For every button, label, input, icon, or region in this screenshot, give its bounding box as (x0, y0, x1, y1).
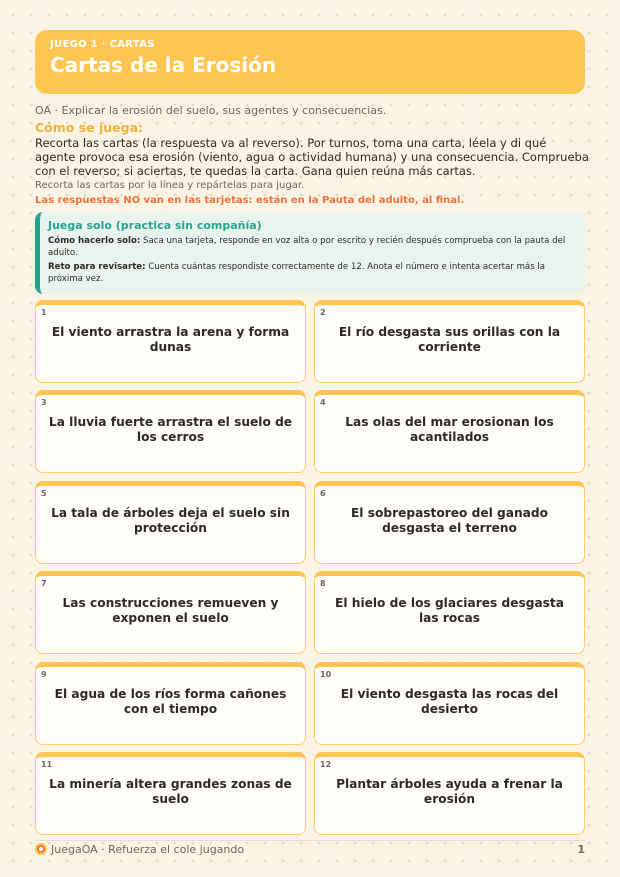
howto-instructions: Recorta las cartas (la respuesta va al reverso). Por turnos, toma una carta, léela y di qué agente provoca esa erosión (viento, agua o actividad humana) y una consecuencia. Comprueba con el reverso; si aciertas, te quedas la carta. Gana quien reúna más cartas. (35, 136, 589, 178)
card-7 (35, 571, 306, 654)
card-number: 2 (320, 308, 326, 317)
solo-how-text: Saca una tarjeta, responde en voz alta o por escrito y recién después comprueba con la pauta del adulto. (48, 236, 566, 258)
card-number: 6 (320, 489, 326, 498)
card-text: El agua de los ríos forma cañones con el tiempo (54, 687, 287, 716)
card-2 (314, 300, 585, 383)
title-banner (35, 30, 585, 94)
solo-check-text: Cuenta cuántas respondiste correctamente de 12. Anota el número e intenta acertar más la próxima vez. (48, 262, 546, 284)
card-text: Las olas del mar erosionan los acantilados (345, 415, 554, 444)
solo-check (48, 262, 573, 285)
card-9 (35, 662, 306, 745)
brand-logo-icon (35, 843, 47, 855)
card-text: El viento arrastra la arena y forma dunas (51, 325, 290, 354)
page-number: 1 (577, 843, 585, 856)
card-text: El hielo de los glaciares desgasta las rocas (335, 596, 564, 625)
card-text: El sobrepastoreo del ganado desgasta el terreno (350, 506, 549, 535)
solo-title: Juega solo (practica sin compañía) (48, 219, 262, 232)
card-text: Las construcciones remueven y exponen el suelo (62, 596, 279, 625)
card-3 (35, 390, 306, 473)
card-number: 5 (41, 489, 47, 498)
card-10 (314, 662, 585, 745)
game-kicker: JUEGO 1 · CARTAS (50, 39, 155, 50)
card-number: 7 (41, 579, 47, 588)
card-number: 12 (320, 760, 332, 769)
solo-play-box (35, 212, 585, 294)
card-number: 9 (41, 670, 47, 679)
solo-how (48, 236, 573, 259)
card-number: 3 (41, 398, 47, 407)
card-number: 1 (41, 308, 47, 317)
card-number: 10 (320, 670, 332, 679)
answers-note: Las respuestas NO van en las tarjetas: están en la Pauta del adulto, al final. (35, 195, 465, 206)
solo-check-label: Reto para revisarte: (48, 262, 146, 272)
footer-brand: JuegaOA · Refuerza el cole jugando (51, 843, 245, 856)
card-number: 8 (320, 579, 326, 588)
card-text: La tala de árboles deja el suelo sin protección (51, 506, 290, 535)
card-number: 4 (320, 398, 326, 407)
solo-how-label: Cómo hacerlo solo: (48, 236, 141, 246)
howto-heading: Cómo se juega: (35, 120, 144, 135)
card-text: La minería altera grandes zonas de suelo (49, 777, 292, 806)
card-1 (35, 300, 306, 383)
card-5 (35, 481, 306, 564)
card-text: El río desgasta sus orillas con la corriente (338, 325, 561, 354)
learning-objective: OA · Explicar la erosión del suelo, sus agentes y consecuencias. (35, 104, 387, 117)
card-text: El viento desgasta las rocas del desierto (340, 687, 559, 716)
card-8 (314, 571, 585, 654)
card-11 (35, 752, 306, 835)
card-text: Plantar árboles ayuda a frenar la erosión (336, 777, 563, 806)
card-12 (314, 752, 585, 835)
cut-note: Recorta las cartas por la línea y repártelas para jugar. (35, 180, 305, 191)
footer-divider (35, 840, 585, 841)
page-title: Cartas de la Erosión (50, 53, 277, 77)
card-number: 11 (41, 760, 53, 769)
card-6 (314, 481, 585, 564)
footer (35, 843, 585, 859)
card-4 (314, 390, 585, 473)
card-text: La lluvia fuerte arrastra el suelo de los cerros (48, 415, 293, 444)
